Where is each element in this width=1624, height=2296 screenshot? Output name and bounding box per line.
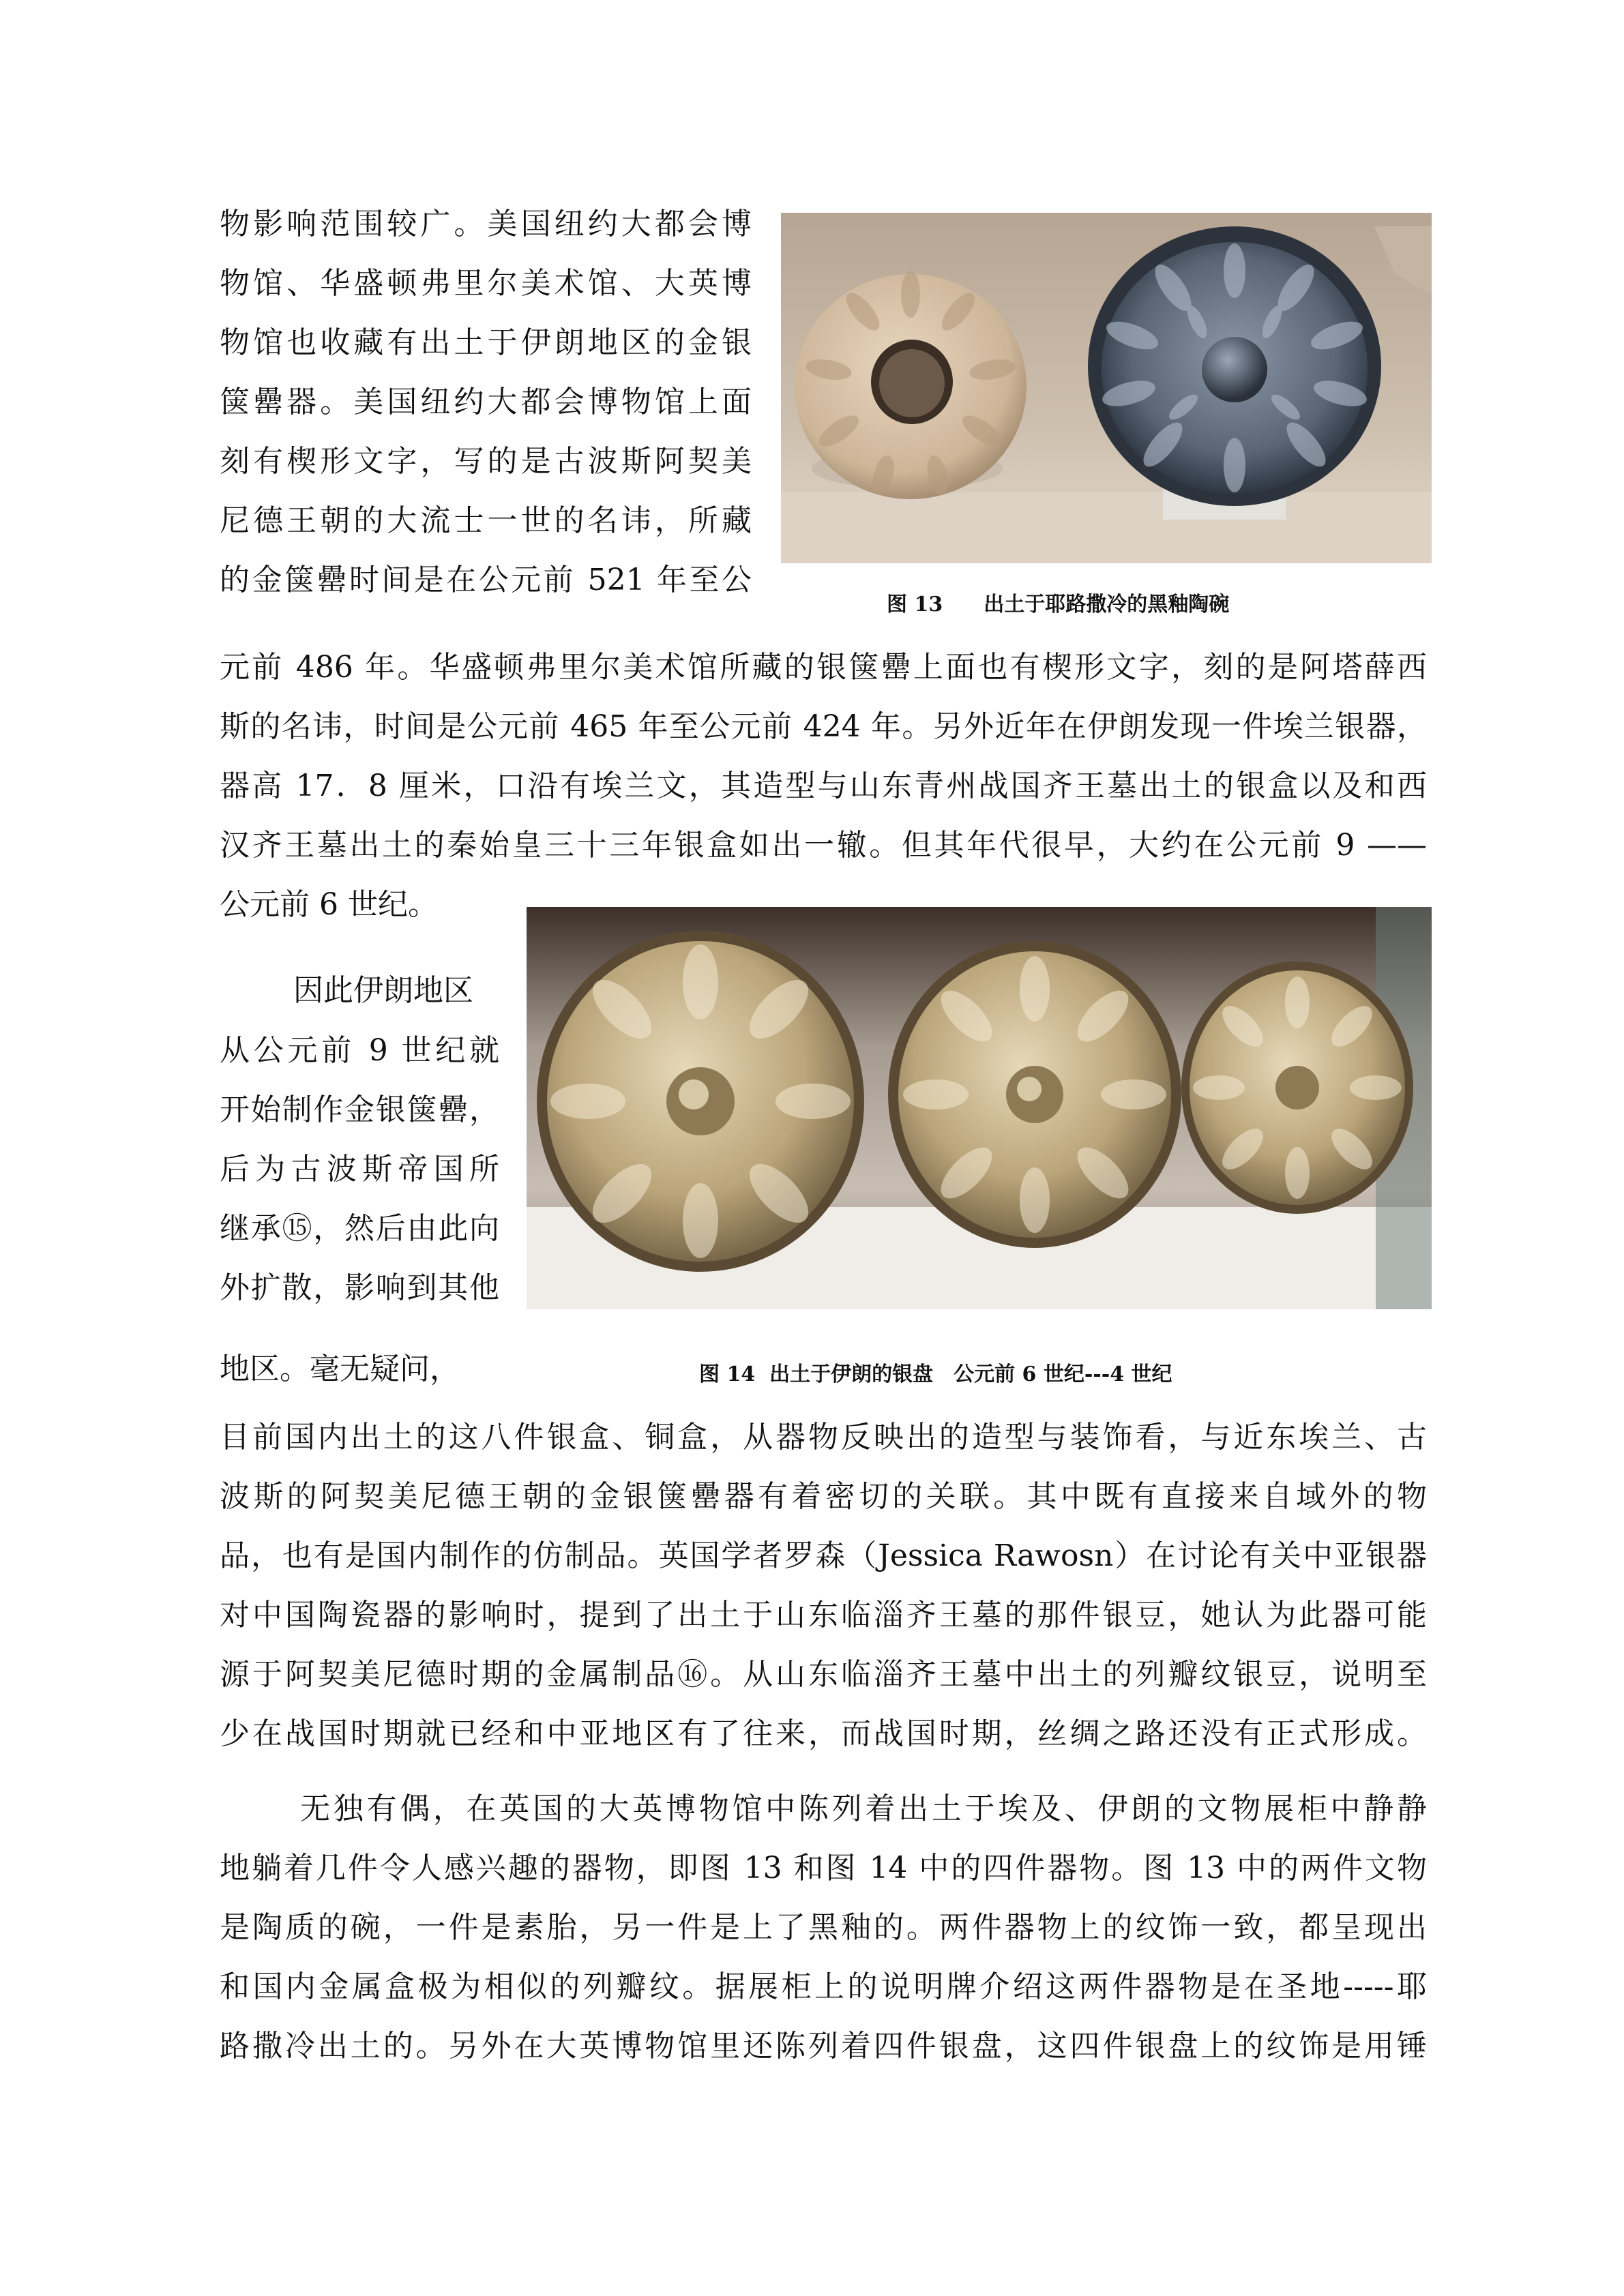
figure-14-caption: 图 14 出土于伊朗的银盘 公元前 6 世纪---4 世纪 xyxy=(699,1362,1172,1386)
text-line-27: 地躺着几件令人感兴趣的器物，即图 13 和图 14 中的四件器物。图 13 中的两件文物 xyxy=(220,1851,1427,1885)
text-line-17: 继承⑮，然后由此向 xyxy=(220,1211,499,1246)
text-line-3: 物馆也收藏有出土于伊朗地区的金银 xyxy=(220,325,752,360)
text-line-13: 因此伊朗地区 xyxy=(293,973,473,1008)
text-line-20: 目前国内出土的这八件银盒、铜盒，从器物反映出的造型与装饰看，与近东埃兰、古 xyxy=(220,1420,1427,1455)
text-line-29: 和国内金属盒极为相似的列瓣纹。据展柜上的说明牌介绍这两件器物是在圣地-----耶 xyxy=(220,1969,1427,2004)
figure-13-photo xyxy=(781,213,1432,563)
text-line-11: 汉齐王墓出土的秦始皇三十三年银盒如出一辙。但其年代很早，大约在公元前 9 —— xyxy=(220,828,1427,863)
text-line-9: 斯的名讳，时间是公元前 465 年至公元前 424 年。另外近年在伊朗发现一件埃兰银器， xyxy=(220,709,1427,744)
figure-14-photo xyxy=(527,907,1432,1309)
text-line-16: 后为古波斯帝国所 xyxy=(220,1152,499,1187)
text-line-10: 器高 17．8 厘米，口沿有埃兰文，其造型与山东青州战国齐王墓出土的银盒以及和西 xyxy=(220,769,1427,803)
text-line-5: 刻有楔形文字，写的是古波斯阿契美 xyxy=(220,444,752,479)
text-line-8: 元前 486 年。华盛顿弗里尔美术馆所藏的银箧罍上面也有楔形文字，刻的是阿塔薛西 xyxy=(220,650,1427,685)
text-line-24: 源于阿契美尼德时期的金属制品⑯。从山东临淄齐王墓中出土的列瓣纹银豆，说明至 xyxy=(220,1657,1427,1692)
text-line-15: 开始制作金银箧罍， xyxy=(220,1092,499,1127)
text-line-25: 少在战国时期就已经和中亚地区有了往来，而战国时期，丝绸之路还没有正式形成。 xyxy=(220,1716,1427,1751)
text-line-2: 物馆、华盛顿弗里尔美术馆、大英博 xyxy=(220,266,752,301)
text-line-19: 地区。毫无疑问， xyxy=(220,1352,460,1386)
text-line-1: 物影响范围较广。美国纽约大都会博 xyxy=(220,207,752,241)
text-line-28: 是陶质的碗，一件是素胎，另一件是上了黑釉的。两件器物上的纹饰一致，都呈现出 xyxy=(220,1910,1427,1945)
text-line-12: 公元前 6 世纪。 xyxy=(220,887,438,922)
text-line-14: 从公元前 9 世纪就 xyxy=(220,1033,499,1068)
text-line-30: 路撒冷出土的。另外在大英博物馆里还陈列着四件银盘，这四件银盘上的纹饰是用锤 xyxy=(220,2029,1427,2063)
text-line-6: 尼德王朝的大流士一世的名讳，所藏 xyxy=(220,503,752,538)
text-line-23: 对中国陶瓷器的影响时，提到了出土于山东临淄齐王墓的那件银豆，她认为此器可能 xyxy=(220,1598,1427,1632)
text-line-22: 品，也有是国内制作的仿制品。英国学者罗森（Jessica Rawosn）在讨论有关中亚银器 xyxy=(220,1538,1427,1573)
text-line-4: 箧罍器。美国纽约大都会博物馆上面 xyxy=(220,385,752,419)
text-line-26: 无独有偶，在英国的大英博物馆中陈列着出土于埃及、伊朗的文物展柜中静静 xyxy=(300,1791,1427,1826)
text-line-7: 的金箧罍时间是在公元前 521 年至公 xyxy=(220,563,752,597)
text-line-18: 外扩散，影响到其他 xyxy=(220,1270,499,1305)
text-line-21: 波斯的阿契美尼德王朝的金银箧罍器有着密切的关联。其中既有直接来自域外的物 xyxy=(220,1479,1427,1514)
figure-13-caption: 图 13 出土于耶路撒冷的黑釉陶碗 xyxy=(887,593,1230,616)
